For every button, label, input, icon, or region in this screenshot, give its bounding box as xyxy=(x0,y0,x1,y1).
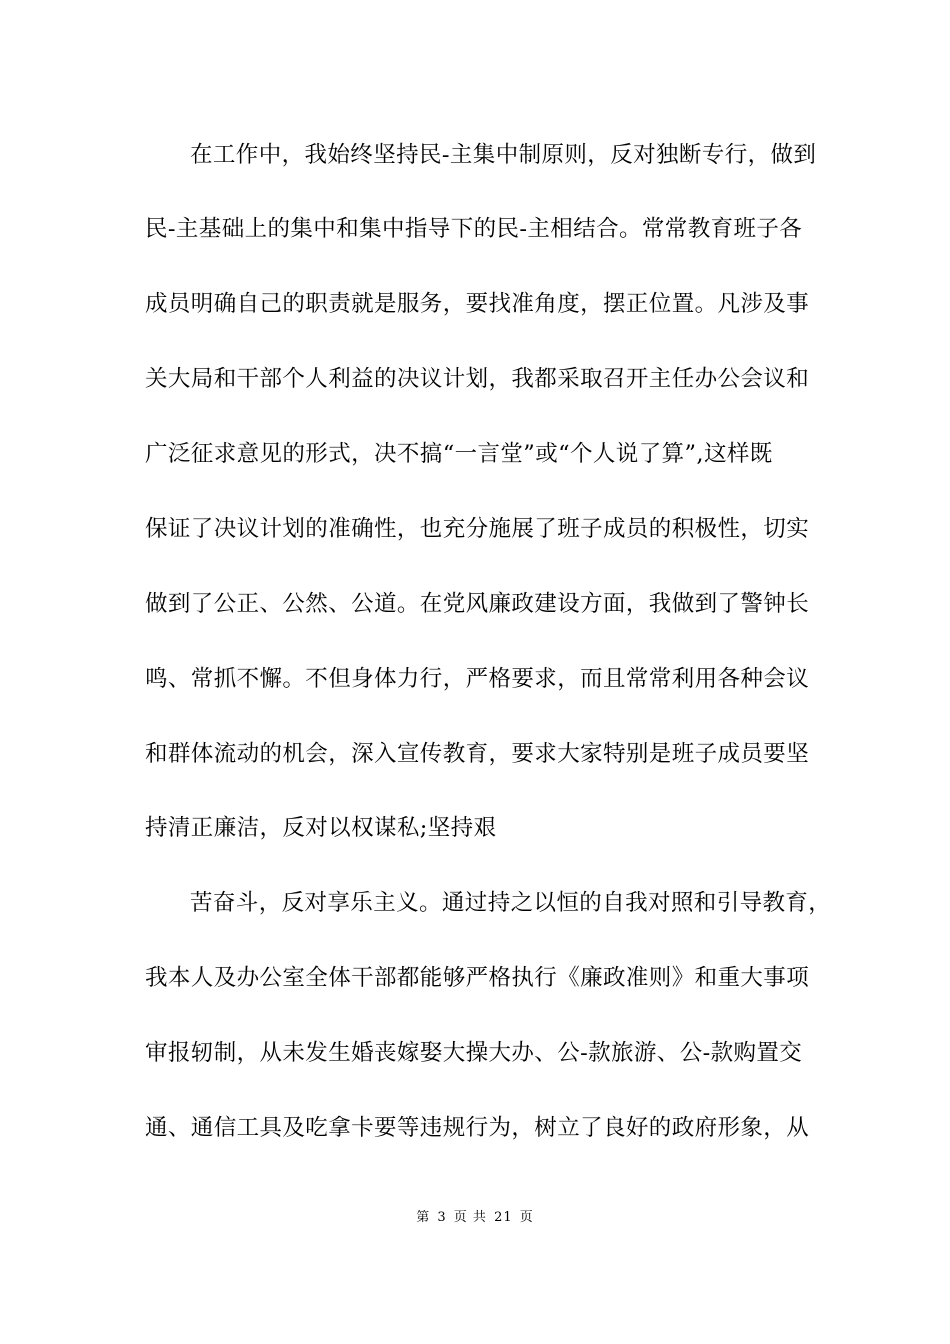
paragraph-1-line-5: 广泛征求意见的形式，决不搞“一言堂”或“个人说了算”,这样既 xyxy=(145,441,773,467)
total-pages-number: 21 xyxy=(494,1210,513,1225)
paragraph-1-line-9: 和群体流动的机会，深入宣传教育，要求大家特别是班子成员要坚 xyxy=(145,741,810,767)
page-label-prefix: 第 xyxy=(416,1210,431,1225)
page-label-mid: 页 共 xyxy=(453,1210,487,1225)
paragraph-1-line-2: 民-主基础上的集中和集中指导下的民-主相结合。常常教育班子各 xyxy=(145,216,803,242)
current-page-number: 3 xyxy=(437,1210,447,1225)
paragraph-1-line-1: 在工作中，我始终坚持民-主集中制原则，反对独断专行，做到 xyxy=(190,142,817,168)
paragraph-1-line-8: 鸣、常抓不懈。不但身体力行，严格要求，而且常常利用各种会议 xyxy=(145,666,810,692)
page-footer xyxy=(0,1210,950,1226)
paragraph-1-line-4: 关大局和干部个人利益的决议计划，我都采取召开主任办公会议和 xyxy=(145,366,810,392)
paragraph-1-line-3: 成员明确自己的职责就是服务，要找准角度，摆正位置。凡涉及事 xyxy=(145,291,810,317)
paragraph-2-line-2: 我本人及办公室全体干部都能够严格执行《廉政准则》和重大事项 xyxy=(145,965,810,991)
paragraph-2-line-4: 通、通信工具及吃拿卡要等违规行为，树立了良好的政府形象，从 xyxy=(145,1115,810,1141)
paragraph-2-line-1: 苦奋斗，反对享乐主义。通过持之以恒的自我对照和引导教育， xyxy=(190,890,832,916)
paragraph-1-line-7: 做到了公正、公然、公道。在党风廉政建设方面，我做到了警钟长 xyxy=(145,591,810,617)
page-label-suffix: 页 xyxy=(519,1210,534,1225)
paragraph-1-line-10: 持清正廉洁，反对以权谋私;坚持艰 xyxy=(145,815,497,841)
paragraph-2-line-3: 审报轫制，从未发生婚丧嫁娶大操大办、公-款旅游、公-款购置交 xyxy=(145,1040,803,1066)
paragraph-1-line-6: 保证了决议计划的准确性，也充分施展了班子成员的积极性，切实 xyxy=(145,516,810,542)
